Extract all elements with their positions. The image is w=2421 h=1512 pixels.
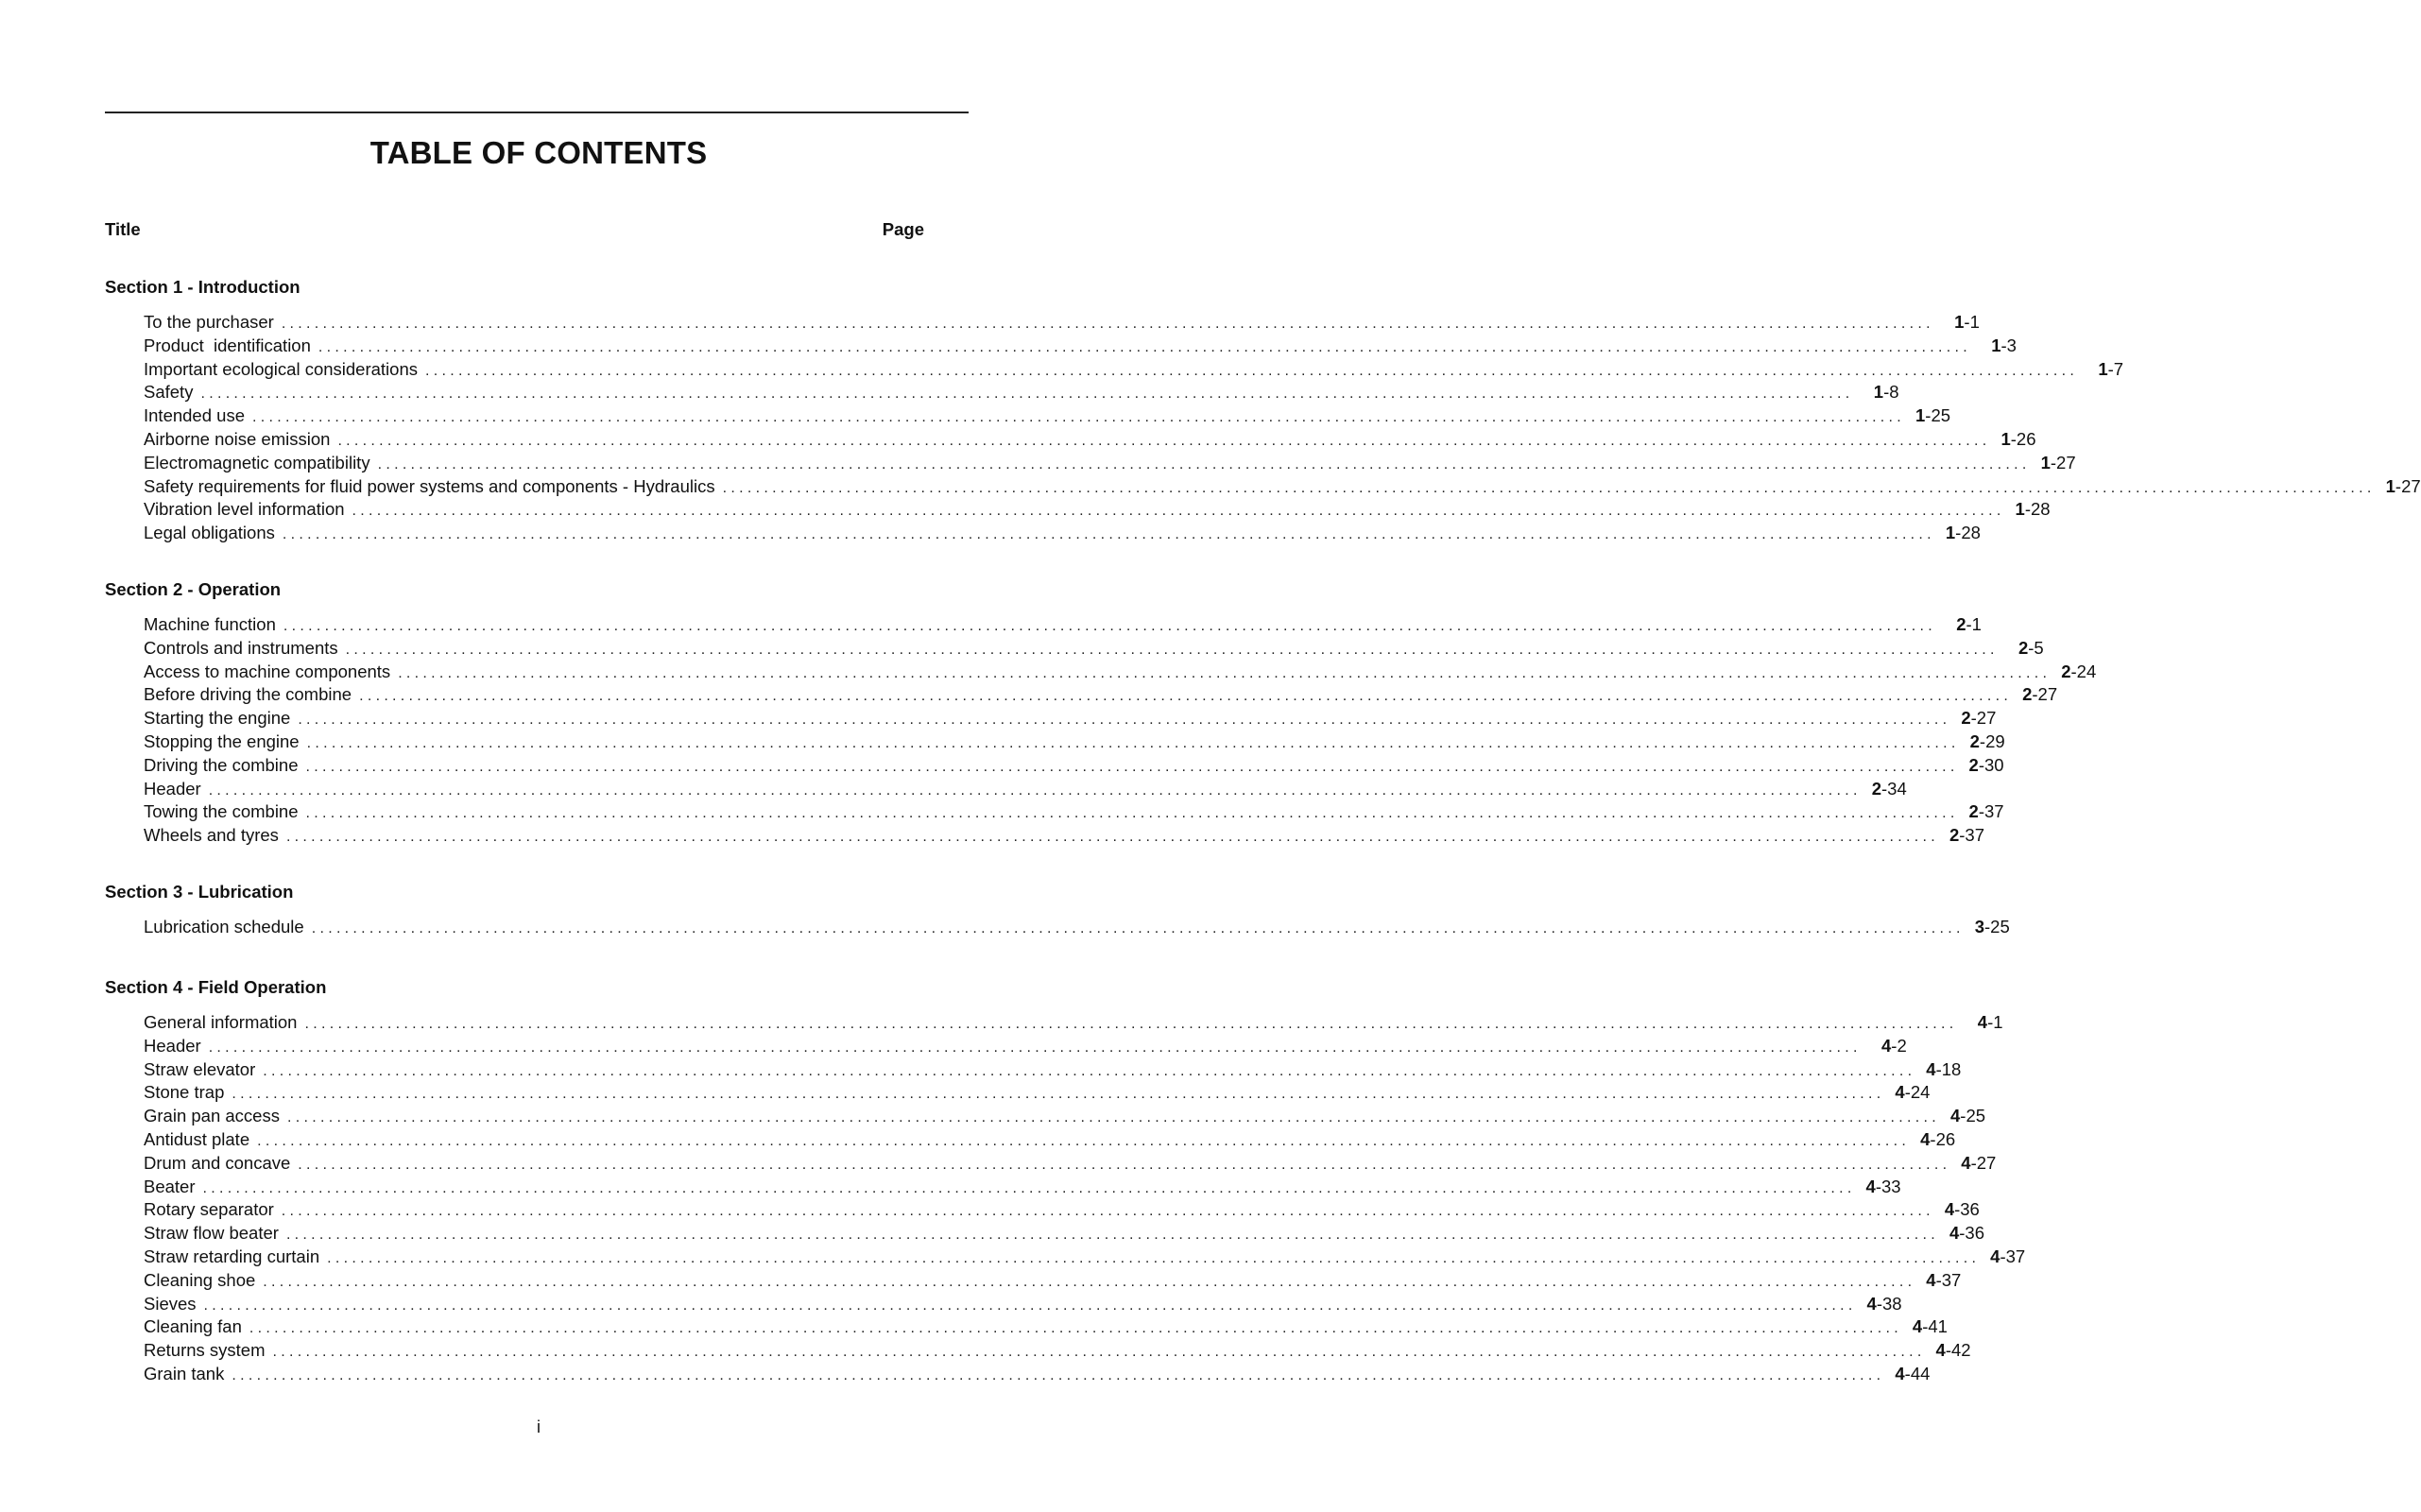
- toc-entry-section-number: 4: [1866, 1293, 1877, 1314]
- toc-entry-section-number: 4: [1895, 1082, 1905, 1103]
- toc-entry[interactable]: [105, 381, 1899, 404]
- toc-entry-page-number: -24: [1904, 1082, 1931, 1103]
- toc-entry-page-number: -1: [1964, 312, 1980, 332]
- dot-leader: ........................................................................................................................................................................................................: [345, 641, 1999, 658]
- toc-entry[interactable]: [105, 1176, 1901, 1199]
- toc-entry-section-number: 1: [2385, 475, 2395, 496]
- toc-entry-label: Stopping the engine: [144, 730, 300, 751]
- toc-entry-section-number: 4: [1977, 1012, 1988, 1032]
- toc-entry-page-number: -44: [1904, 1363, 1931, 1383]
- toc-entry-page: [1892, 1081, 1930, 1105]
- toc-entry-section-number: 1: [1915, 405, 1926, 426]
- dot-leader: ........................................................................................................................................................................................................: [281, 1203, 1934, 1220]
- toc-entry[interactable]: [105, 311, 1980, 335]
- section-entries: [105, 613, 2097, 848]
- toc-entry-page: [1942, 311, 1980, 335]
- toc-entry-page: [1966, 754, 2004, 778]
- toc-entry-label: General information: [144, 1012, 298, 1032]
- toc-entry-page-number: -25: [1984, 917, 2010, 936]
- toc-entry-section-number: 4: [1895, 1363, 1905, 1383]
- toc-entry-page: [1987, 1246, 2025, 1269]
- toc-entry-label: Safety requirements for fluid power systems and components - Hydraulics: [144, 475, 715, 496]
- toc-entry-page: [1942, 1198, 1980, 1222]
- dot-leader: ........................................................................................................................................................................................................: [298, 712, 1951, 729]
- toc-entry-page-number: -1: [1987, 1012, 2003, 1032]
- dot-leader: ........................................................................................................................................................................................................: [359, 688, 2013, 705]
- toc-entry[interactable]: [105, 1128, 1956, 1152]
- toc-entry-label: Beater: [144, 1176, 196, 1196]
- toc-entry-label: Straw flow beater: [144, 1223, 279, 1244]
- toc-entry[interactable]: [105, 1081, 1931, 1105]
- toc-entry-page-number: -26: [1930, 1128, 1956, 1149]
- toc-entry-page: [1923, 1269, 1961, 1293]
- dot-leader: ........................................................................................................................................................................................................: [305, 805, 1959, 822]
- toc-entry-label: Safety: [144, 382, 194, 403]
- toc-entry-page-number: -37: [1935, 1269, 1962, 1290]
- toc-entry-label: Stone trap: [144, 1082, 225, 1103]
- dot-leader: ........................................................................................................................................................................................................: [398, 664, 2052, 681]
- toc-entry-label: Legal obligations: [144, 523, 275, 543]
- column-header-page: Page: [882, 219, 924, 239]
- toc-entry-label: Airborne noise emission: [144, 428, 331, 449]
- toc-entry[interactable]: [105, 1222, 1984, 1246]
- toc-entry-label: Antidust plate: [144, 1128, 250, 1149]
- toc-entry-page-number: -36: [1959, 1223, 1984, 1244]
- toc-entry-section-number: 4: [1990, 1246, 2000, 1266]
- toc-entry[interactable]: [105, 1011, 2003, 1035]
- toc-entry-page-number: -5: [2028, 637, 2044, 658]
- toc-entry-page-number: -3: [2000, 335, 2017, 355]
- toc-entry-label: Header: [144, 1035, 201, 1056]
- section-heading: Section 1 - Introduction: [105, 277, 300, 297]
- toc-entry-page: [1892, 1363, 1930, 1386]
- toc-section-3: [105, 881, 2010, 939]
- toc-entry-page-number: -27: [2395, 475, 2421, 496]
- toc-entry-section-number: 4: [1961, 1152, 1971, 1173]
- toc-entry-section-number: 4: [1912, 1316, 1923, 1337]
- dot-leader: ........................................................................................................................................................................................................: [298, 1156, 1951, 1173]
- toc-entry-label: Vibration level information: [144, 499, 345, 520]
- toc-entry[interactable]: [105, 475, 2421, 499]
- toc-entry-label: To the purchaser: [144, 312, 274, 332]
- toc-entry-page: [2038, 452, 2076, 475]
- toc-entry-label: Straw elevator: [144, 1058, 256, 1079]
- toc-entry-section-number: 4: [1881, 1035, 1892, 1056]
- toc-entry-label: Grain tank: [144, 1363, 225, 1383]
- toc-entry-section-number: 2: [1956, 614, 1966, 634]
- toc-entry-section-number: 4: [1944, 1199, 1955, 1220]
- toc-entry-page: [2013, 498, 2051, 522]
- toc-entry[interactable]: [105, 1315, 1948, 1339]
- toc-entry[interactable]: [105, 613, 1982, 637]
- toc-entry[interactable]: [105, 754, 2004, 778]
- toc-entry-page: [1913, 404, 1950, 428]
- toc-entry-page: [2006, 637, 2044, 661]
- dot-leader: ........................................................................................................................................................................................................: [304, 1016, 1958, 1032]
- toc-entry[interactable]: [105, 730, 2005, 754]
- toc-entry-page-number: -38: [1876, 1293, 1902, 1314]
- toc-entry-section-number: 2: [2061, 661, 2071, 681]
- toc-entry-page: [1947, 1222, 1984, 1246]
- toc-entry-label: Driving the combine: [144, 754, 299, 775]
- dot-leader: ........................................................................................................................................................................................................: [263, 1273, 1916, 1290]
- toc-entry-page: [1948, 1105, 1985, 1128]
- toc-entry-page: [1910, 1315, 1948, 1339]
- toc-entry[interactable]: [105, 358, 2124, 382]
- toc-entry-label: Starting the engine: [144, 708, 291, 729]
- toc-entry-label: Electromagnetic compatibility: [144, 452, 370, 472]
- toc-entry-page: [1862, 381, 1899, 404]
- toc-entry-page: [1966, 1011, 2003, 1035]
- toc-entry-page: [1917, 1128, 1955, 1152]
- toc-entry[interactable]: [105, 637, 2044, 661]
- toc-entry[interactable]: [105, 916, 2010, 939]
- toc-entry-page: [1999, 428, 2036, 452]
- toc-entry-section-number: 3: [1974, 917, 1985, 936]
- toc-entry[interactable]: [105, 404, 1951, 428]
- toc-entry-page-number: -26: [2010, 428, 2036, 449]
- dot-leader: ........................................................................................................................................................................................................: [352, 503, 2005, 520]
- toc-entry-section-number: 4: [1926, 1269, 1936, 1290]
- toc-entry-page: [2383, 475, 2421, 499]
- dot-leader: ........................................................................................................................................................................................................: [232, 1366, 1885, 1383]
- toc-entry[interactable]: [105, 707, 1997, 730]
- toc-entry-label: Grain pan access: [144, 1106, 280, 1126]
- header-rule: [105, 112, 969, 113]
- toc-entry-page: [1967, 730, 2005, 754]
- toc-entry-page: [1972, 916, 2010, 939]
- dot-leader: ........................................................................................................................................................................................................: [311, 920, 1965, 936]
- dot-leader: ........................................................................................................................................................................................................: [283, 618, 1936, 634]
- toc-entry-section-number: 4: [1949, 1223, 1960, 1244]
- dot-leader: ........................................................................................................................................................................................................: [251, 409, 1906, 426]
- toc-entry[interactable]: [105, 1246, 2026, 1269]
- toc-entry-label: Controls and instruments: [144, 637, 338, 658]
- toc-entry[interactable]: [105, 522, 1981, 545]
- toc-entry-section-number: 1: [1945, 523, 1956, 543]
- toc-section-1: [105, 276, 2421, 545]
- section-entries: [105, 311, 2421, 545]
- toc-entry[interactable]: [105, 428, 2036, 452]
- toc-entry-page-number: -8: [1883, 382, 1899, 403]
- toc-entry[interactable]: [105, 1152, 1997, 1176]
- toc-entry[interactable]: [105, 1339, 1971, 1363]
- dot-leader: ........................................................................................................................................................................................................: [200, 386, 1854, 403]
- toc-entry[interactable]: [105, 800, 2004, 824]
- toc-entry-label: Returns system: [144, 1340, 266, 1361]
- dot-leader: ........................................................................................................................................................................................................: [263, 1062, 1916, 1079]
- toc-entry-page-number: -36: [1954, 1199, 1980, 1220]
- toc-entry-label: Cleaning shoe: [144, 1269, 256, 1290]
- toc-entry[interactable]: [105, 498, 2051, 522]
- toc-entry-label: Product identification: [144, 335, 311, 355]
- toc-entry-page-number: -37: [1978, 801, 2004, 822]
- toc-entry-section-number: 2: [2018, 637, 2029, 658]
- toc-entry-section-number: 2: [1871, 778, 1881, 799]
- toc-entry-page: [1869, 1035, 1907, 1058]
- toc-entry-label: Intended use: [144, 405, 245, 426]
- toc-entry-page-number: -25: [1960, 1106, 1986, 1126]
- toc-entry-page: [1958, 707, 1996, 730]
- toc-entry[interactable]: [105, 1035, 1907, 1058]
- toc-entry-page: [1923, 1058, 1961, 1082]
- toc-entry-page-number: -28: [2024, 499, 2051, 520]
- dot-leader: ........................................................................................................................................................................................................: [377, 455, 2031, 472]
- dot-leader: ........................................................................................................................................................................................................: [318, 338, 1971, 355]
- toc-entry-section-number: 1: [2015, 499, 2025, 520]
- toc-entry-page-number: -24: [2070, 661, 2097, 681]
- toc-entry[interactable]: [105, 778, 1907, 801]
- section-heading: Section 2 - Operation: [105, 579, 282, 599]
- toc-entry-page: [2019, 683, 2057, 707]
- page-title: TABLE OF CONTENTS: [369, 135, 708, 170]
- toc-entry-page-number: -2: [1891, 1035, 1907, 1056]
- toc-entry-label: Lubrication schedule: [144, 917, 304, 936]
- page-number: i: [537, 1418, 541, 1436]
- toc-entry-page-number: -41: [1922, 1316, 1948, 1337]
- toc-entry-section-number: 1: [1954, 312, 1965, 332]
- toc-entry-page: [2058, 661, 2096, 684]
- toc-entry-page: [1944, 613, 1982, 637]
- toc-entry[interactable]: [105, 1058, 1962, 1082]
- toc-entry-label: Drum and concave: [144, 1152, 291, 1173]
- toc-entry-page: [1958, 1152, 1996, 1176]
- section-heading: Section 4 - Field Operation: [105, 977, 327, 997]
- dot-leader: ........................................................................................................................................................................................................: [203, 1297, 1857, 1314]
- dot-leader: ........................................................................................................................................................................................................: [285, 829, 1939, 846]
- toc-entry-label: Before driving the combine: [144, 684, 352, 705]
- dot-leader: ........................................................................................................................................................................................................: [327, 1249, 1981, 1266]
- toc-entry-label: Access to machine components: [144, 661, 391, 681]
- toc-entry-section-number: 4: [1920, 1128, 1931, 1149]
- toc-entry-section-number: 2: [2022, 684, 2033, 705]
- dot-leader: ........................................................................................................................................................................................................: [722, 479, 2376, 496]
- toc-entry-section-number: 2: [1961, 708, 1971, 729]
- toc-entry-page-number: -29: [1979, 730, 2005, 751]
- dot-leader: ........................................................................................................................................................................................................: [202, 1179, 1856, 1196]
- toc-entry-page: [1869, 778, 1907, 801]
- toc-entry-section-number: 2: [1968, 754, 1979, 775]
- toc-entry-label: Header: [144, 778, 201, 799]
- dot-leader: ........................................................................................................................................................................................................: [286, 1109, 1941, 1126]
- toc-entry-page-number: -7: [2107, 358, 2124, 379]
- dot-leader: ........................................................................................................................................................................................................: [249, 1320, 1902, 1337]
- toc-entry-section-number: 4: [1935, 1340, 1946, 1361]
- toc-entry-label: Towing the combine: [144, 801, 299, 822]
- toc-entry[interactable]: [105, 1105, 1986, 1128]
- toc-entry-page-number: -27: [2032, 684, 2058, 705]
- toc-entry[interactable]: [105, 1269, 1962, 1293]
- toc-entry-page-number: -28: [1955, 523, 1981, 543]
- dot-leader: ........................................................................................................................................................................................................: [285, 1227, 1939, 1244]
- toc-entry-label: Important ecological considerations: [144, 358, 418, 379]
- toc-section-4: [105, 976, 2026, 1386]
- toc-entry-page-number: -18: [1935, 1058, 1962, 1079]
- toc-entry-page-number: -42: [1945, 1340, 1971, 1361]
- toc-entry-page-number: -30: [1978, 754, 2004, 775]
- toc-entry[interactable]: [105, 1363, 1931, 1386]
- dot-leader: ........................................................................................................................................................................................................: [257, 1132, 1911, 1149]
- toc-section-2: [105, 578, 2097, 848]
- toc-entry-page: [1863, 1176, 1901, 1199]
- toc-entry[interactable]: [105, 1293, 1902, 1316]
- toc-entry-page: [1947, 824, 1984, 848]
- toc-entry-page: [1933, 1339, 1971, 1363]
- dot-leader: ........................................................................................................................................................................................................: [208, 782, 1862, 799]
- toc-entry[interactable]: [105, 683, 2058, 707]
- dot-leader: ........................................................................................................................................................................................................: [272, 1344, 1926, 1361]
- toc-entry-page: [1979, 335, 2017, 358]
- toc-entry[interactable]: [105, 824, 1984, 848]
- toc-entry-section-number: 4: [1865, 1176, 1876, 1196]
- toc-entry-page-number: -27: [1970, 1152, 1997, 1173]
- dot-leader: ........................................................................................................................................................................................................: [282, 526, 1935, 543]
- dot-leader: ........................................................................................................................................................................................................: [337, 432, 1991, 449]
- toc-entry[interactable]: [105, 661, 2097, 684]
- toc-entry-section-number: 2: [1968, 801, 1979, 822]
- dot-leader: ........................................................................................................................................................................................................: [208, 1039, 1862, 1056]
- toc-entry-section-number: 2: [1949, 825, 1960, 846]
- toc-entry-page-number: -33: [1875, 1176, 1901, 1196]
- toc-entry-page: [1864, 1293, 1902, 1316]
- dot-leader: ........................................................................................................................................................................................................: [232, 1086, 1885, 1103]
- dot-leader: ........................................................................................................................................................................................................: [305, 758, 1959, 775]
- section-entries: [105, 916, 2010, 939]
- toc-entry-section-number: 1: [1991, 335, 2001, 355]
- toc-entry-label: Rotary separator: [144, 1199, 274, 1220]
- toc-entry-label: Cleaning fan: [144, 1316, 242, 1337]
- toc-entry-page: [2086, 358, 2123, 382]
- toc-entry[interactable]: [105, 1198, 1980, 1222]
- toc-entry-section-number: 1: [2098, 358, 2108, 379]
- section-heading: Section 3 - Lubrication: [105, 882, 294, 902]
- toc-entry-section-number: 4: [1926, 1058, 1936, 1079]
- toc-entry-page-number: -25: [1925, 405, 1951, 426]
- section-entries: [105, 1011, 2026, 1386]
- toc-entry[interactable]: [105, 452, 2076, 475]
- toc-entry-page-number: -27: [1970, 708, 1997, 729]
- toc-entry-label: Machine function: [144, 614, 276, 634]
- toc-entry-page-number: -34: [1881, 778, 1907, 799]
- toc-entry-section-number: 1: [2040, 452, 2051, 472]
- toc-entry-page-number: -37: [1959, 825, 1984, 846]
- toc-entry-section-number: 4: [1949, 1106, 1961, 1126]
- dot-leader: ........................................................................................................................................................................................................: [281, 316, 1934, 332]
- toc-entry-label: Wheels and tyres: [144, 825, 279, 846]
- toc-entry-page-number: -1: [1966, 614, 1982, 634]
- toc-entry-label: Straw retarding curtain: [144, 1246, 320, 1266]
- toc-entry-page-number: -27: [2050, 452, 2076, 472]
- toc-entry-page-number: -37: [2000, 1246, 2026, 1266]
- dot-leader: ........................................................................................................................................................................................................: [425, 362, 2079, 379]
- toc-entry-section-number: 2: [1969, 730, 1980, 751]
- toc-entry-section-number: 1: [2000, 428, 2011, 449]
- column-header-title: Title: [105, 219, 141, 239]
- toc-entry[interactable]: [105, 335, 2017, 358]
- toc-entry-section-number: 1: [1873, 382, 1884, 403]
- toc-entry-label: Sieves: [144, 1293, 197, 1314]
- toc-entry-page: [1966, 800, 2004, 824]
- dot-leader: ........................................................................................................................................................................................................: [306, 734, 1960, 751]
- toc-entry-page: [1943, 522, 1981, 545]
